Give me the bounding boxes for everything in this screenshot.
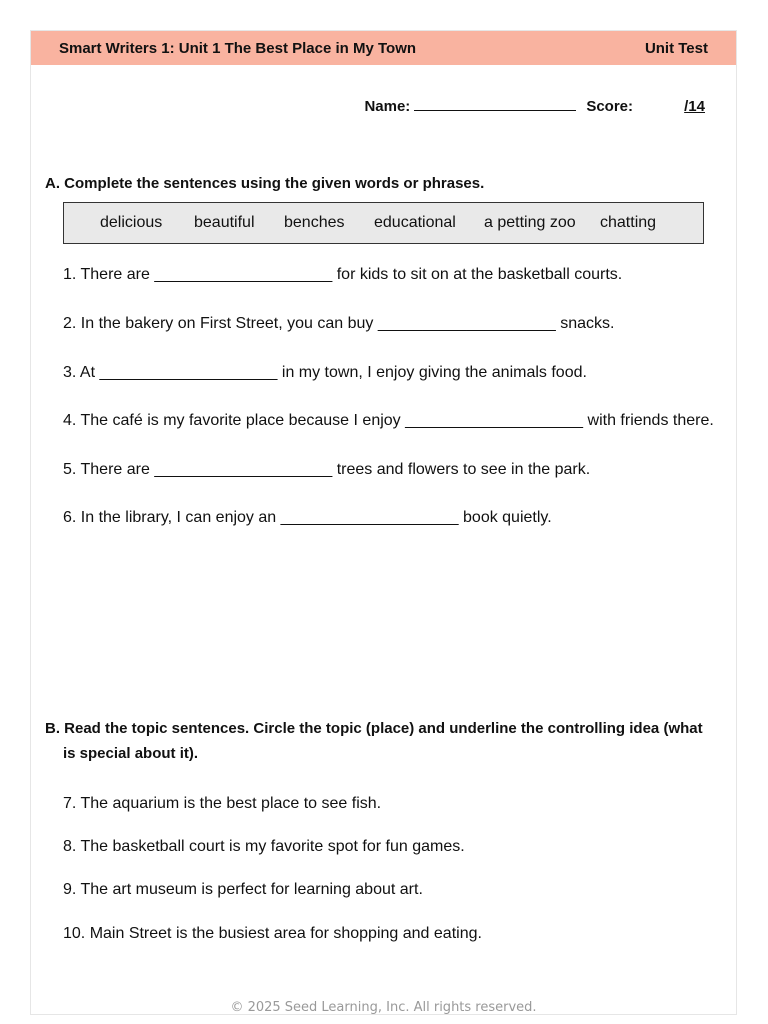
question-9: 9. The art museum is perfect for learning about art.	[63, 881, 423, 898]
word-bank-item: benches	[284, 214, 345, 231]
question-8: 8. The basketball court is my favorite spot for fun games.	[63, 838, 465, 855]
section-b-instruction-line1: B. Read the topic sentences. Circle the topic (place) and underline the controlling idea (what	[45, 720, 703, 737]
score-field[interactable]: /14	[684, 98, 705, 115]
worksheet-title: Smart Writers 1: Unit 1 The Best Place in My Town	[59, 39, 417, 57]
question-7: 7. The aquarium is the best place to see fish.	[63, 795, 382, 812]
word-bank-item: delicious	[100, 214, 163, 231]
worksheet-page	[30, 30, 737, 1015]
section-a-instruction: A. Complete the sentences using the given words or phrases.	[45, 175, 485, 192]
question-4: 4. The café is my favorite place because I enjoy ____________________ with friends there.	[63, 412, 714, 429]
copyright-footer: © 2025 Seed Learning, Inc. All rights reserved.	[230, 1000, 537, 1015]
test-label: Unit Test	[644, 39, 708, 57]
question-6: 6. In the library, I can enjoy an ____________________ book quietly.	[63, 509, 552, 526]
question-1: 1. There are ____________________ for kids to sit on at the basketball courts.	[63, 266, 623, 283]
name-score-row	[364, 98, 705, 115]
score-label: Score:	[586, 98, 633, 115]
name-field[interactable]	[414, 110, 576, 111]
name-label: Name:	[364, 98, 411, 115]
question-2: 2. In the bakery on First Street, you can buy ____________________ snacks.	[63, 315, 615, 332]
question-10: 10. Main Street is the busiest area for shopping and eating.	[63, 925, 482, 942]
question-5: 5. There are ____________________ trees and flowers to see in the park.	[63, 461, 591, 478]
question-3: 3. At ____________________ in my town, I enjoy giving the animals food.	[63, 364, 587, 381]
word-bank-item: chatting	[600, 214, 657, 231]
section-b-instruction	[45, 716, 703, 766]
word-bank-item: beautiful	[194, 214, 255, 231]
section-b-instruction-line2: is special about it).	[63, 745, 199, 762]
word-bank-item: educational	[374, 214, 456, 231]
header-bar	[31, 31, 736, 65]
word-bank-item: a petting zoo	[484, 214, 576, 231]
word-bank	[63, 202, 704, 244]
